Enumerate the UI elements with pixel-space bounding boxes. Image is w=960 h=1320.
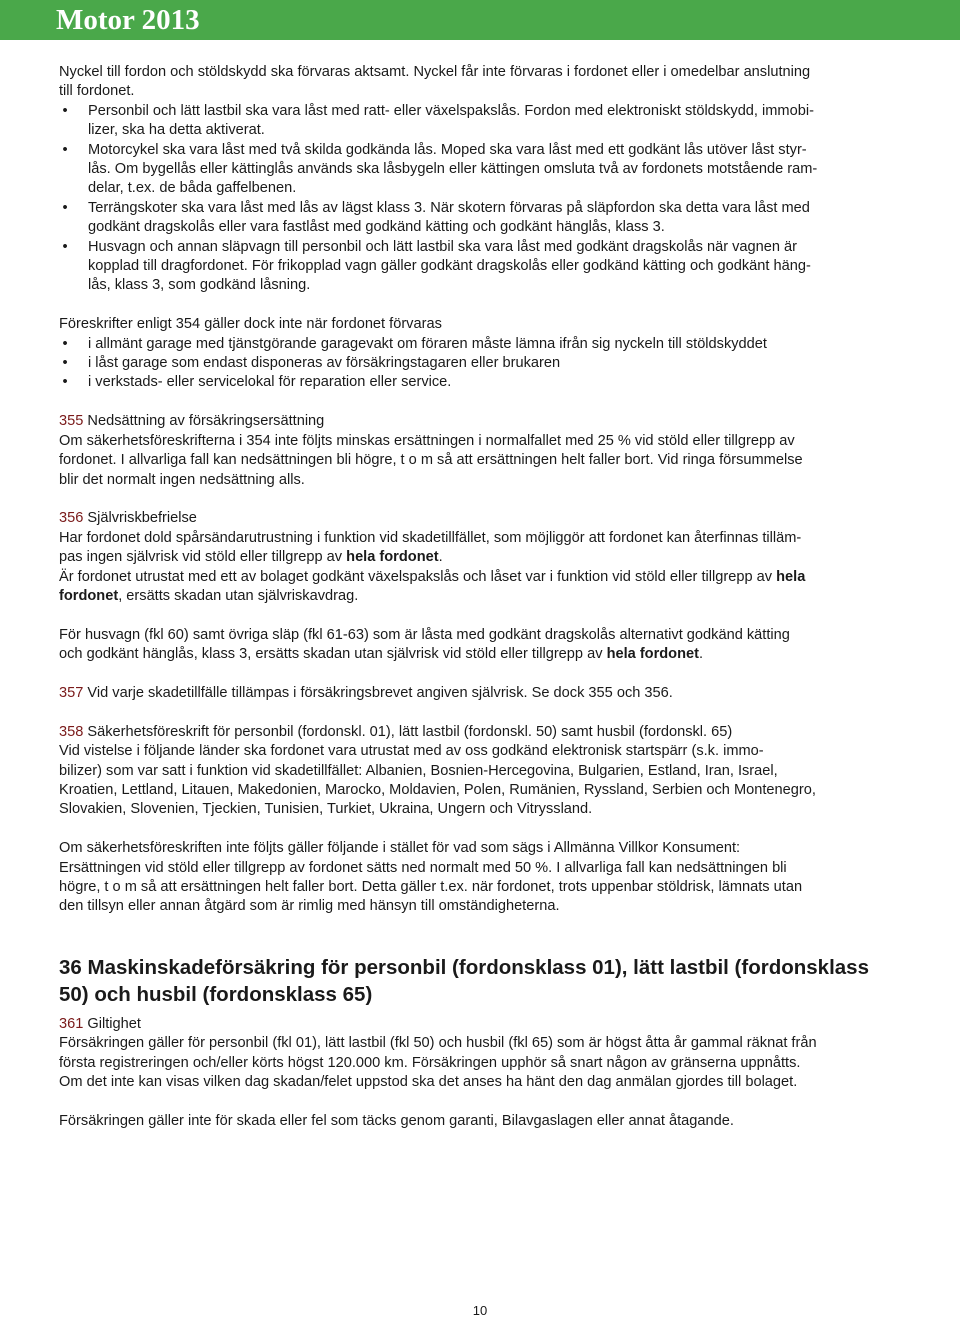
bold-term: hela fordonet: [606, 646, 699, 663]
section-number: 358: [59, 723, 84, 740]
section-361-final: Försäkringen gäller inte för skada eller fel som täcks genom garanti, Bilavgaslagen eller annat åtagande.: [59, 1112, 734, 1129]
list-item: [59, 354, 904, 373]
heading-line: 36 Maskinskadeförsäkring för personbil (fordonsklass 01), lätt lastbil (fordonsklass: [59, 955, 869, 979]
section-355-line: fordonet. I allvarliga fall kan nedsättningen bli högre, t o m så att ersättningen helt faller bort. Vid ringa försummelse: [59, 452, 803, 469]
lock-requirements-list: [59, 102, 904, 296]
exceptions-list: [59, 335, 904, 393]
list-item-line: Husvagn och annan släpvagn till personbil och lätt lastbil ska vara låst med godkänt dragskolås när vagnen är: [88, 238, 798, 255]
section-361-line: första registreringen och/eller körts högst 120.000 km. Försäkringen upphör så snart någon av gränserna uppnåtts.: [59, 1054, 801, 1071]
list-item-text: i allmänt garage med tjänstgörande garagevakt om föraren måste lämna ifrån sig nyckeln till stöldskyddet: [88, 335, 767, 352]
spacer: [59, 917, 904, 954]
heading-line: 50) och husbil (fordonsklass 65): [59, 982, 373, 1006]
section-number: 361: [59, 1015, 84, 1032]
list-item-line: kopplad till dragfordonet. För frikopplad vagn gäller godkänt dragskolås eller godkänd kätting och godkänt häng-: [88, 258, 811, 275]
section-358-line: bilizer) som var satt i funktion vid skadetillfället: Albanien, Bosnien-Hercegovina, Bulgarien, Estland, Iran, Israel,: [59, 762, 778, 779]
section-357: [59, 684, 904, 703]
bold-term: hela: [776, 568, 806, 585]
section-356-line: För husvagn (fkl 60) samt övriga släp (fkl 61-63) som är låsta med godkänt dragskolås alternativt godkänd kätting: [59, 626, 790, 643]
list-item-line: delar, t.ex. de båda gaffelbenen.: [88, 180, 297, 197]
list-item-line: Personbil och lätt lastbil ska vara låst med ratt- eller växelspakslås. Fordon med elektroniskt stöldskydd, immobi-: [88, 102, 814, 119]
section-355-heading: [59, 412, 904, 431]
section-356-line: [59, 587, 904, 606]
list-item: [59, 238, 904, 296]
section-358-heading: [59, 723, 904, 742]
section-title: Giltighet: [83, 1015, 141, 1032]
list-item-text: i låst garage som endast disponeras av försäkringstagaren eller brukaren: [88, 355, 561, 372]
list-item-line: lås. Om bygellås eller kättinglås används ska låsbygeln eller kättingen omsluta två av fordonets motstående ram-: [88, 161, 818, 178]
bullet-icon: •: [62, 335, 68, 352]
list-item: [59, 199, 904, 238]
section-358-line: den tillsyn eller annan åtgärd som är rimlig med hänsyn till omständigheterna.: [59, 898, 560, 915]
intro-line-1: Nyckel till fordon och stöldskydd ska förvaras aktsamt. Nyckel får inte förvaras i fordonet eller i omedelbar anslutning: [59, 64, 811, 80]
text-run: och godkänt hänglås, klass 3, ersätts skadan utan självrisk vid stöld eller tillgrepp av: [59, 646, 607, 663]
exceptions-lead: Föreskrifter enligt 354 gäller dock inte när fordonet förvaras: [59, 316, 442, 333]
list-item: [59, 102, 904, 141]
bullet-icon: •: [62, 355, 68, 372]
spacer: [59, 1092, 904, 1111]
list-item-text: i verkstads- eller servicelokal för reparation eller service.: [88, 374, 452, 391]
list-item-line: godkänt dragskolås eller vara fastlåst med godkänd kätting och godkänt hänglås, klass 3.: [88, 219, 665, 236]
bullet-icon: •: [62, 141, 68, 158]
spacer: [59, 490, 904, 509]
section-355-line: Om säkerhetsföreskrifterna i 354 inte följts minskas ersättningen i normalfallet med 25 % vid stöld eller tillgrepp av: [59, 432, 795, 449]
spacer: [59, 606, 904, 625]
spacer: [59, 1008, 904, 1015]
document-body: [59, 63, 904, 1131]
list-item-line: lås, klass 3, som godkänd låsning.: [88, 277, 311, 294]
spacer: [59, 703, 904, 722]
list-item: [59, 335, 904, 354]
text-run: .: [438, 549, 443, 566]
section-title: Säkerhetsföreskrift för personbil (fordonskl. 01), lätt lastbil (fordonskl. 50) samt husbil (fordonskl. 65): [83, 723, 733, 740]
section-356-line: [59, 548, 904, 567]
section-number: 355: [59, 413, 84, 430]
section-361-line: Försäkringen gäller för personbil (fkl 01), lätt lastbil (fkl 50) och husbil (fkl 65) som är högst åtta år gammal räknat från: [59, 1035, 817, 1052]
page-number: 10: [472, 1303, 488, 1318]
section-356-line: [59, 568, 904, 587]
section-text: Vid varje skadetillfälle tillämpas i försäkringsbrevet angiven självrisk. Se dock 355 och 356.: [83, 684, 673, 701]
text-run: Är fordonet utrustat med ett av bolaget godkänt växelspakslås och låset var i funktion vid stöld eller tillgrepp av: [59, 568, 777, 585]
section-title: Nedsättning av försäkringsersättning: [87, 413, 325, 430]
section-361-line: Om det inte kan visas vilken dag skadan/felet uppstod ska det anses ha hänt den dag anmälan gjordes till bolaget.: [59, 1073, 798, 1090]
spacer: [59, 296, 904, 315]
bullet-icon: •: [62, 199, 68, 216]
bullet-icon: •: [62, 238, 68, 255]
bullet-icon: •: [62, 374, 68, 391]
section-361-heading: [59, 1015, 904, 1034]
section-358-line: Ersättningen vid stöld eller tillgrepp av fordonet sätts ned normalt med 50 %. I allvarliga fall kan nedsättningen bli: [59, 859, 787, 876]
bold-term: fordonet: [59, 587, 119, 604]
section-358-line: högre, t o m så att ersättningen helt faller bort. Detta gäller t.ex. när fordonet, trots uppenbar stöldrisk, lämnats utan: [59, 878, 803, 895]
text-run: pas ingen självrisk vid stöld eller tillgrepp av: [59, 549, 347, 566]
section-356-line: [59, 645, 904, 664]
section-358-line: Kroatien, Lettland, Litauen, Makedonien, Marocko, Moldavien, Polen, Rumänien, Ryssland, Serbien och Montenegro,: [59, 781, 816, 798]
bullet-icon: •: [62, 102, 68, 119]
bold-term: hela fordonet: [346, 549, 439, 566]
section-number: 356: [59, 510, 84, 527]
list-item: [59, 373, 904, 392]
list-item-line: Motorcykel ska vara låst med två skilda godkända lås. Moped ska vara låst med ett godkänt lås utöver låst styr-: [88, 141, 807, 158]
section-355-line: blir det normalt ingen nedsättning alls.: [59, 471, 305, 488]
section-358-line: Om säkerhetsföreskriften inte följts gäller följande i stället för vad som sägs i Allmänna Villkor Konsument:: [59, 840, 741, 857]
text-run: , ersätts skadan utan självriskavdrag.: [118, 587, 359, 604]
list-item-line: Terrängskoter ska vara låst med lås av lägst klass 3. När skotern förvaras på släpfordon ska detta vara låst med: [88, 199, 810, 216]
section-356-line: Har fordonet dold spårsändarutrustning i funktion vid skadetillfället, som möjliggör att fordonet kan återfinnas tilläm-: [59, 529, 802, 546]
text-run: .: [699, 646, 704, 663]
intro-line-2: till fordonet.: [59, 83, 135, 100]
spacer: [59, 393, 904, 412]
section-title: Självriskbefrielse: [87, 510, 197, 527]
section-358-line: Slovakien, Slovenien, Tjeckien, Tunisien, Turkiet, Ukraina, Ungern och Vitryssland.: [59, 801, 593, 818]
section-356-heading: [59, 509, 904, 528]
list-item: [59, 141, 904, 199]
list-item-line: lizer, ska ha detta aktiverat.: [88, 122, 265, 139]
spacer: [59, 820, 904, 839]
page-title: Motor 2013: [56, 4, 200, 36]
section-358-line: Vid vistelse i följande länder ska fordonet vara utrustat med av oss godkänd elektronisk startspärr (s.k. immo-: [59, 743, 764, 760]
spacer: [59, 665, 904, 684]
section-number: 357: [59, 684, 84, 701]
section-36-heading: [59, 954, 904, 1008]
